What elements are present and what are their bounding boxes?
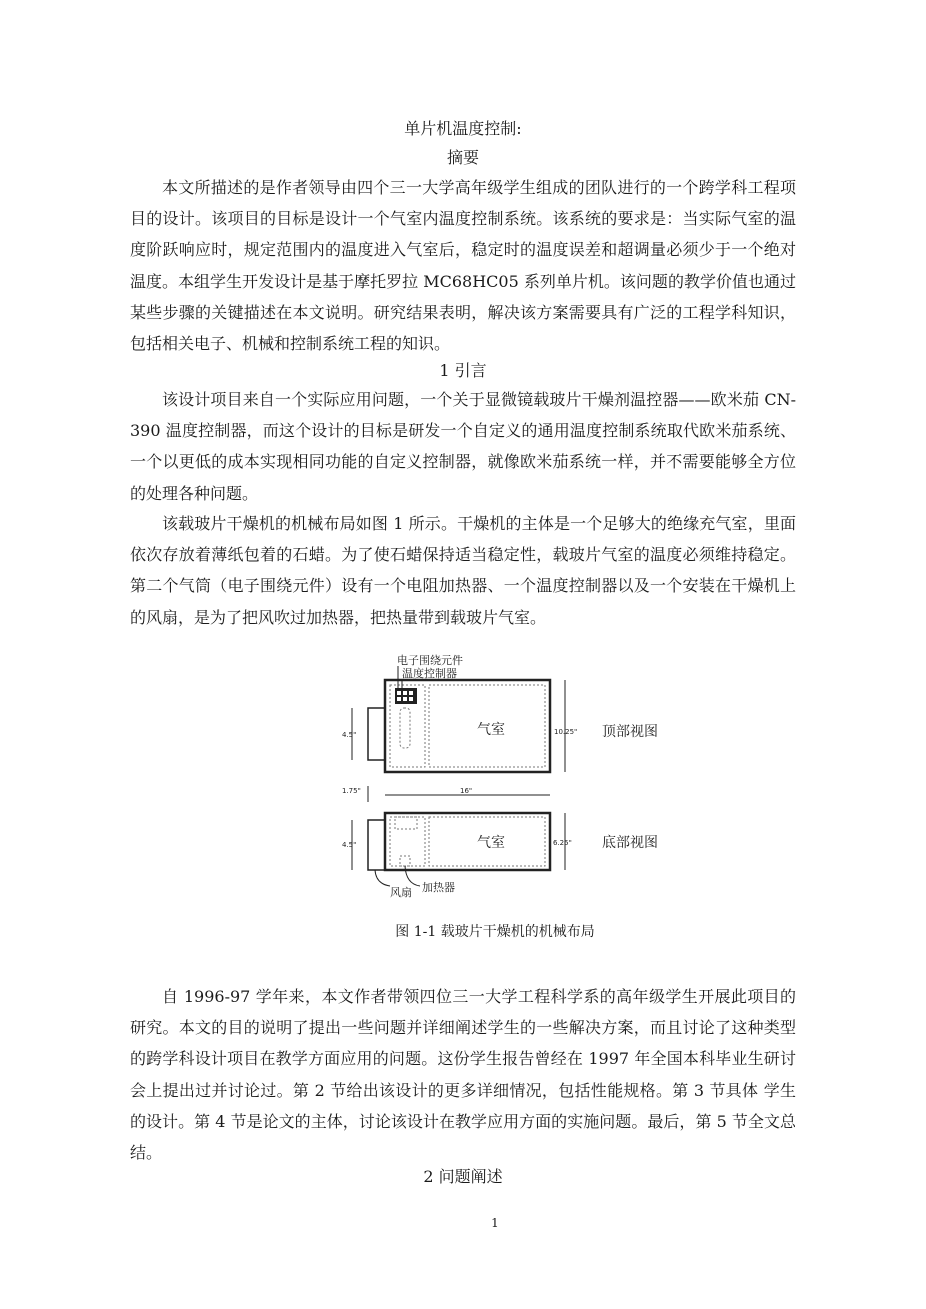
- body-paragraph-3: 自 1996-97 学年来，本文作者带领四位三一大学工程科学系的高年级学生开展此项目的研究。本文的目的说明了提出一些问题并详细阐述学生的一些解决方案，而且讨论了这种类型的跨学科设计项目在教学方面应用的问题。这份学生报告曾经在 1997 年全国本科毕业生研讨会上提出过并讨论过。第 2 节给出该设计的更多详细情况，包括性能规格。第 3 节具体 学生的设计。第 4 节是论文的主体，讨论该设计在教学应用方面的实施问题。最后，第 5 节全文总结。: [130, 987, 796, 1163]
- abstract-paragraph: 本文所描述的是作者领导由四个三一大学高年级学生组成的团队进行的一个跨学科工程项目的设计。该项目的目标是设计一个气室内温度控制系统。该系统的要求是：当实际气室的温度阶跃响应时，规定范围内的温度进入气室后，稳定时的温度误差和超调量必须少于一个绝对温度。本组学生开发设计是基于摩托罗拉 MC68HC05 系列单片机。该问题的教学价值也通过某些步骤的关键描述在本文说明。研究结果表明，解决该方案需要具有广泛的工程学科知识，包括相关电子、机械和控制系统工程的知识。: [130, 178, 796, 354]
- intro-paragraph-2: 该载玻片干燥机的机械布局如图 1 所示。干燥机的主体是一个足够大的绝缘充气室，里面依次存放着薄纸包着的石蜡。为了使石蜡保持适当稳定性，载玻片气室的温度必须维持稳定。第二个气筒（电子围绕元件）设有一个电阻加热器、一个温度控制器以及一个安装在干燥机上的风扇，是为了把风吹过加热器，把热量带到载玻片气室。: [130, 514, 796, 627]
- label-chamber-bottom: 气室: [477, 835, 505, 851]
- label-controller: 温度控制器: [402, 667, 457, 680]
- side-box-bottom: [368, 820, 385, 870]
- label-chamber-top: 气室: [477, 722, 505, 738]
- dim-4-5-bottom: 4.5": [342, 841, 357, 849]
- controller-block: [395, 688, 417, 704]
- heater-tube: [400, 708, 410, 748]
- page-number: 1: [491, 1216, 499, 1230]
- label-bottom-view: 底部视图: [602, 835, 658, 851]
- side-box-top: [368, 708, 385, 760]
- section-2-heading: 2 问题阐述: [423, 1167, 503, 1186]
- dim-1-75: 1.75": [342, 787, 361, 795]
- figure-slide-dryer-layout: [340, 648, 660, 903]
- label-fan: 风扇: [390, 886, 412, 899]
- document-title: 单片机温度控制:: [404, 119, 522, 138]
- abstract-heading: 摘要: [446, 148, 479, 167]
- figure-caption: 图 1-1 载玻片干燥机的机械布局: [395, 924, 595, 940]
- heater-block: [400, 856, 410, 866]
- label-top-view: 顶部视图: [602, 724, 658, 740]
- bottom-view-outline: [385, 813, 550, 870]
- dim-6-25: 6.25": [553, 839, 572, 847]
- label-electronics: 电子围绕元件: [397, 654, 463, 667]
- dim-4-5-top: 4.5": [342, 731, 357, 739]
- dim-16: 16": [460, 787, 473, 795]
- label-heater: 加热器: [422, 881, 455, 894]
- section-1-heading: 1 引言: [439, 361, 487, 380]
- figure-diagram: [340, 648, 660, 903]
- dim-10-25: 10.25": [554, 728, 578, 736]
- intro-paragraph-1: 该设计项目来自一个实际应用问题，一个关于显微镜载玻片干燥剂温控器——欧米茄 CN-390 温度控制器，而这个设计的目标是研发一个自定义的通用温度控制系统取代欧米茄系统、一个以更低的成本实现相同功能的自定义控制器，就像欧米茄系统一样，并不需要能够全方位的处理各种问题。: [130, 390, 796, 503]
